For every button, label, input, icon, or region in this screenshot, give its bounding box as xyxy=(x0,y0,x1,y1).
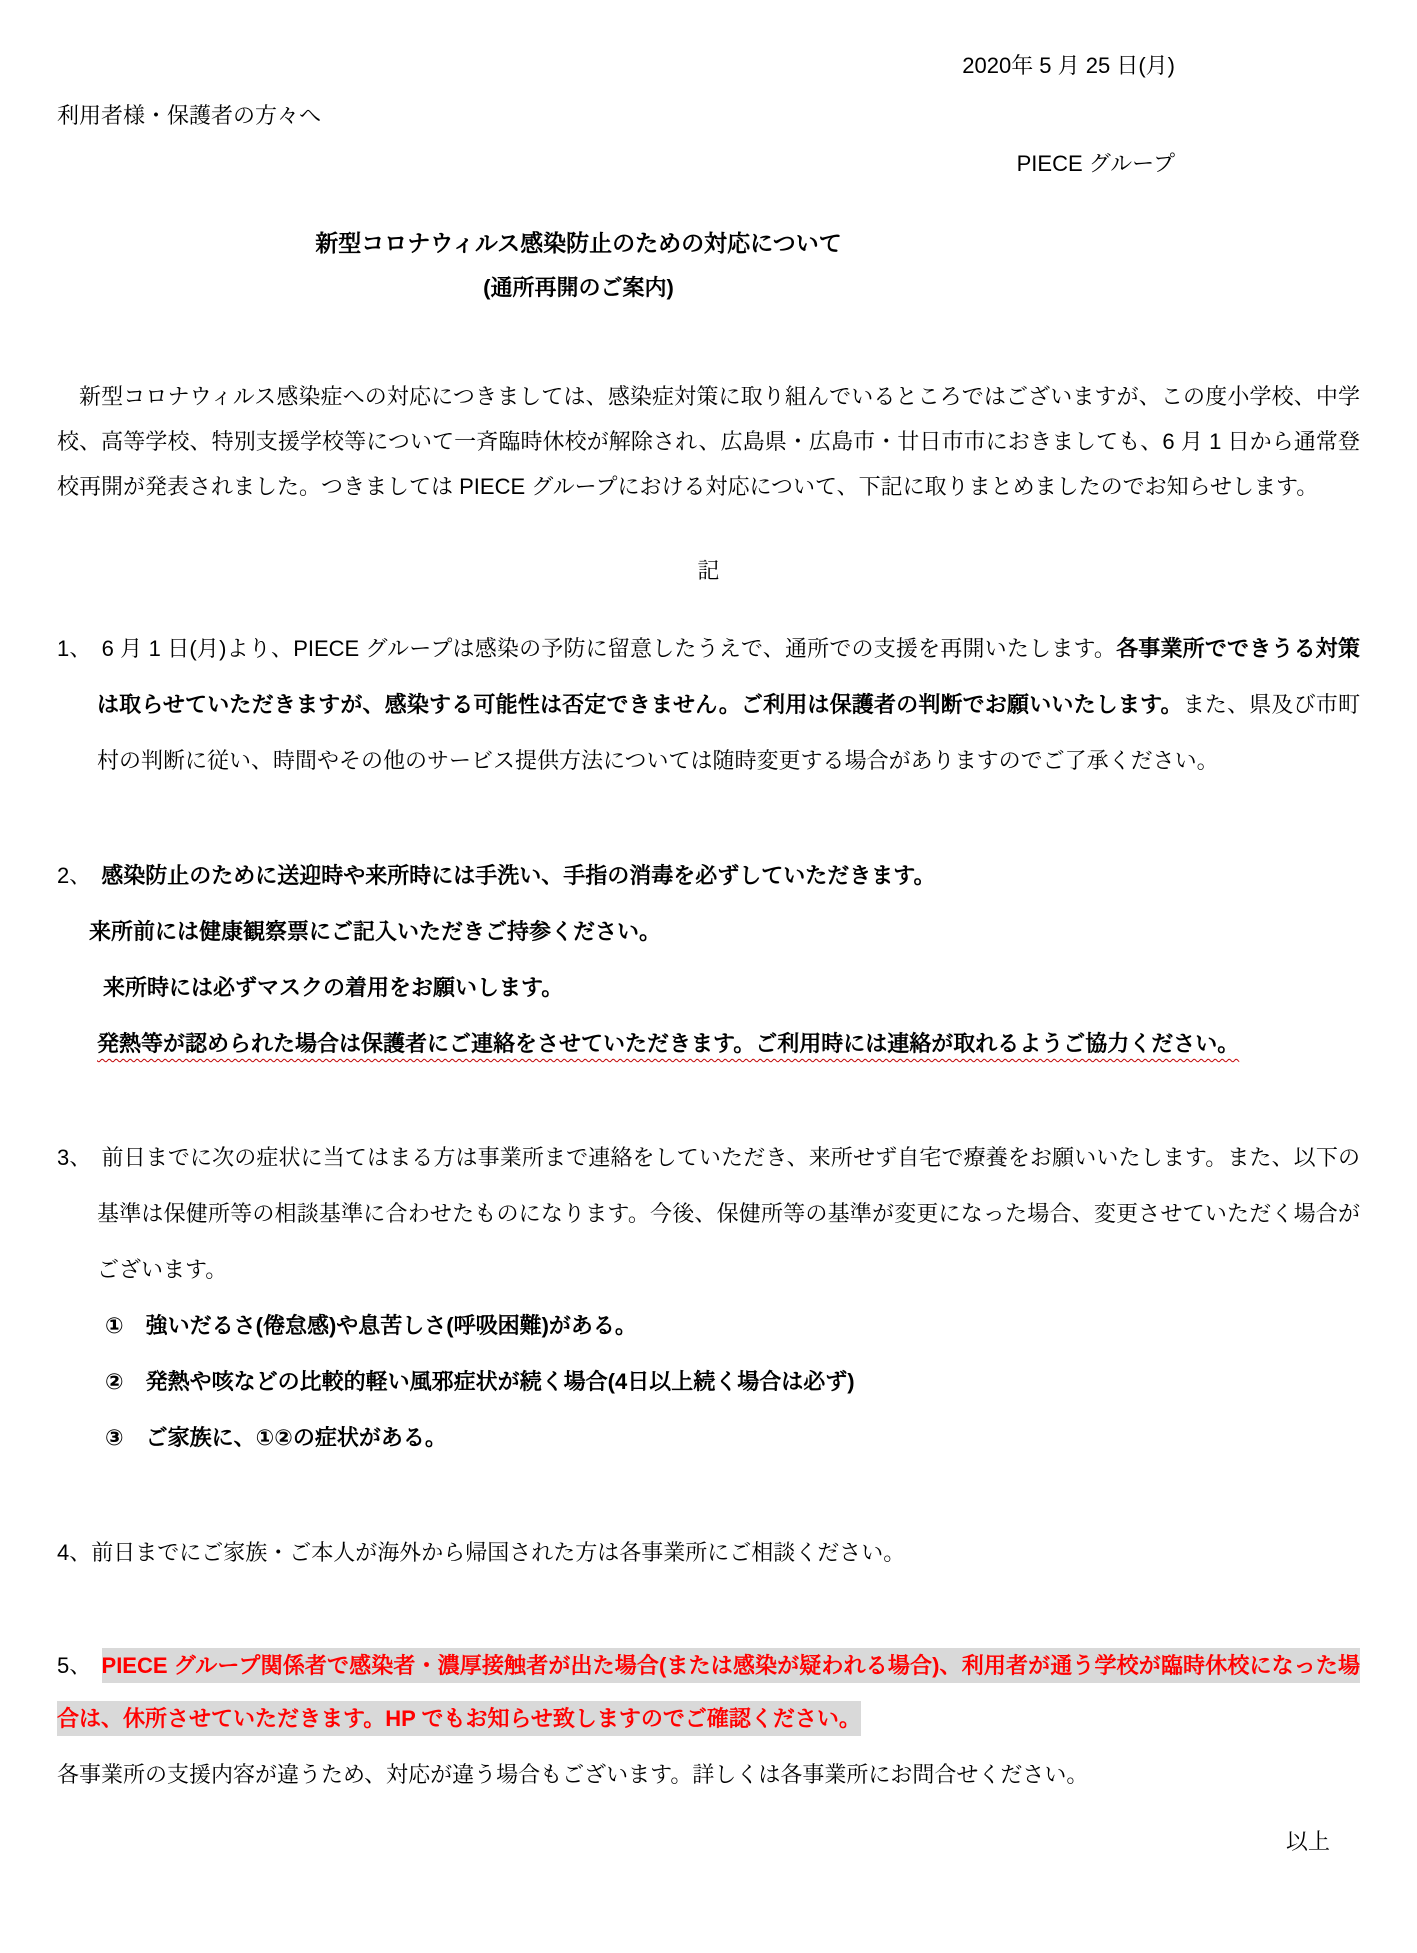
list-item-5 xyxy=(57,1639,1360,1747)
item-3-sub-item-2: ② 発熱や咳などの比較的軽い風邪症状が続く場合(4日以上続く場合は必ず) xyxy=(105,1369,855,1395)
list-item-3 xyxy=(57,1130,1360,1467)
item-3-text: 前日までに次の症状に当てはまる方は事業所まで連絡をしていただき、来所せず自宅で療養をお願いいたします。また、以下の基準は保健所等の相談基準に合わせたものになります。今後、保健所等の基準が変更になった場合、変更させていただく場合がございます。 xyxy=(97,1144,1360,1283)
item-2-line-2: 来所前には健康観察票にご記入いただきご持参ください。 xyxy=(89,918,662,944)
item-3-number: 3、 xyxy=(57,1144,92,1170)
list-item-1 xyxy=(57,621,1360,789)
document-date: 2020年 5 月 25 日(月) xyxy=(962,53,1175,78)
item-1-text-bold: 各事業所でできうる対策は取らせていただきますが、感染する可能性は否定できません。ご利用は保護者の判断でお願いいたします。 xyxy=(97,636,1360,718)
item-2-line-4-text: 発熱等が認められた場合は保護者にご連絡をさせていただきます。ご利用時には連絡が取れるようご協力ください。 xyxy=(97,1030,1240,1056)
closing-mark: 以上 xyxy=(1285,1829,1330,1855)
item-2-number: 2、 xyxy=(57,862,92,888)
recipient-line: 利用者様・保護者の方々へ xyxy=(57,103,322,128)
item-2-line-1-text: 感染防止のために送迎時や来所時には手洗い、手指の消毒を必ずしていただきます。 xyxy=(101,862,936,888)
list-item-2 xyxy=(57,848,1360,1072)
intro-paragraph: 新型コロナウィルス感染症への対応につきましては、感染症対策に取り組んでいるところではございますが、この度小学校、中学校、高等学校、特別支援学校等について一斉臨時休校が解除され、広島県・広島市・廿日市市におきましても、6 月 1 日から通常登校再開が発表されました。つきましては PIECE グループにおける対応について、下記に取りまとめましたのでお知らせします。 xyxy=(57,384,1360,500)
item-1-text-tail: また、県及び市町村の判断に従い、時間やその他のサービス提供方法については随時変更する場合がありますのでご了承ください。 xyxy=(97,692,1360,774)
item-2-line-1 xyxy=(57,848,1360,904)
list-item-4 xyxy=(57,1525,1360,1581)
item-2-line-4 xyxy=(97,1016,1360,1072)
item-2-line-3: 来所時には必ずマスクの着用をお願いします。 xyxy=(103,974,564,1000)
item-3-sub-item-3: ③ ご家族に、①②の症状がある。 xyxy=(105,1425,447,1451)
sender-line: PIECE グループ xyxy=(1016,151,1175,176)
item-1-number: 1、 xyxy=(57,636,92,662)
footer-note: 各事業所の支援内容が違うため、対応が違う場合もございます。詳しくは各事業所にお問合せください。 xyxy=(57,1762,1089,1788)
document-subtitle: (通所再開のご案内) xyxy=(483,275,674,300)
item-3-sub-item-1: ① 強いだるさ(倦怠感)や息苦しさ(呼吸困難)がある。 xyxy=(105,1313,637,1339)
item-3-paragraph xyxy=(57,1130,1360,1298)
document-title: 新型コロナウィルス感染防止のための対応について xyxy=(315,230,842,256)
item-5-number: 5、 xyxy=(57,1652,92,1678)
item-5-highlighted-text: PIECE グループ関係者で感染者・濃厚接触者が出た場合(または感染が疑われる場合)、利用者が通う学校が臨時休校になった場合は、休所させていただきます。HP でもお知らせ致しますのでご確認ください。 xyxy=(57,1648,1360,1737)
notice-marker: 記 xyxy=(697,558,720,584)
item-1-text-lead: 6 月 1 日(月)より、PIECE グループは感染の予防に留意したうえで、通所での支援を再開いたします。 xyxy=(101,636,1117,662)
item-4-number: 4、 xyxy=(57,1539,92,1565)
item-4-text: 前日までにご家族・ご本人が海外から帰国された方は各事業所にご相談ください。 xyxy=(91,1539,906,1565)
